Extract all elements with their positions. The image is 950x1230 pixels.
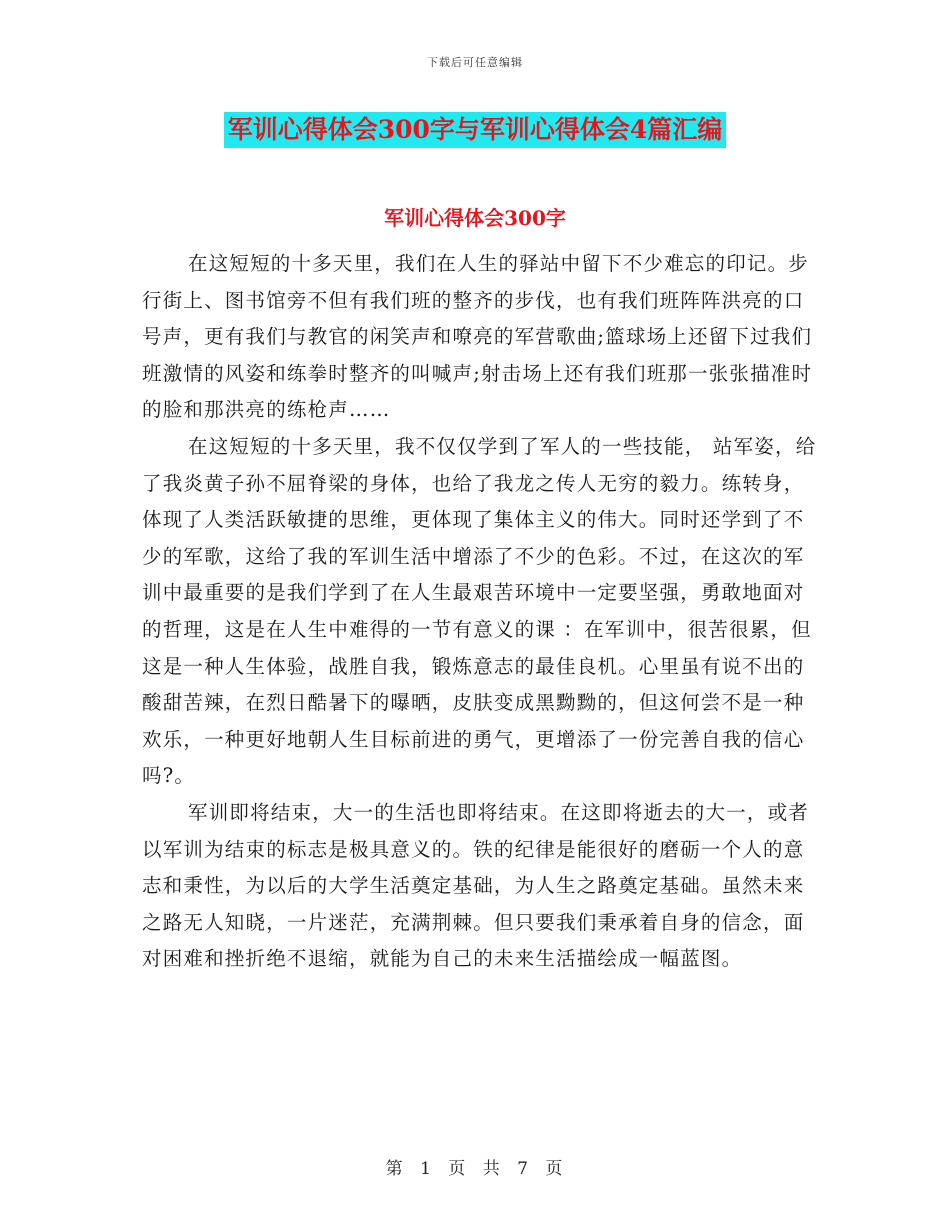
footer-label-page-unit: 页 bbox=[448, 1159, 468, 1179]
paragraph: 在这短短的十多天里，我不仅仅学到了军人的一些技能， 站军姿，给了我炎黄子孙不屈脊梁的身体，也给了我龙之传人无穷的毅力。练转身，体现了人类活跃敏捷的思维，更体现了集体主义的伟大。同时还学到了不少的军歌，这给了我的军训生活中增添了不少的色彩。不过，在这次的军训中最重要的是我们学到了在人生最艰苦环境中一定要坚强，勇敢地面对的哲理，这是在人生中难得的一节有意义的课 ：在军训中，很苦很累，但这是一种人生体验，战胜自我，锻炼意志的最佳良机。心里虽有说不出的酸甜苦辣，在烈日酷暑下的曝晒，皮肤变成黑黝黝的，但这何尝不是一种欢乐，一种更好地朝人生目标前进的勇气，更增添了一份完善自我的信心吗?。 bbox=[142, 434, 817, 788]
total-page-count: 7 bbox=[517, 1159, 530, 1179]
section-title: 军训心得体会300字 bbox=[384, 206, 566, 230]
footer-label-total: 共 bbox=[482, 1159, 502, 1179]
paragraph: 军训即将结束，大一的生活也即将结束。在这即将逝去的大一，或者以军训为结束的标志是极具意义的。铁的纪律是能很好的磨砺一个人的意志和秉性，为以后的大学生活奠定基础，为人生之路奠定基础。虽然未来之路无人知晓，一片迷茫，充满荆棘。但只要我们秉承着自身的信念，面对困难和挫折绝不退缩，就能为自己的未来生活描绘成一幅蓝图。 bbox=[142, 800, 810, 971]
footer-label-page: 第 bbox=[385, 1159, 405, 1179]
document-title-container bbox=[0, 112, 950, 148]
paragraph: 在这短短的十多天里，我们在人生的驿站中留下不少难忘的印记。步行街上、图书馆旁不但有我们班的整齐的步伐，也有我们班阵阵洪亮的口号声，更有我们与教官的闲笑声和嘹亮的军营歌曲;篮球场上还留下过我们班激情的风姿和练拳时整齐的叫喊声;射击场上还有我们班那一张张描准时的脸和那洪亮的练枪声…… bbox=[142, 252, 813, 422]
header-note: 下载后可任意编辑 bbox=[427, 56, 523, 69]
current-page-number: 1 bbox=[420, 1159, 433, 1179]
body-text bbox=[142, 246, 822, 978]
page-footer bbox=[0, 1154, 950, 1179]
footer-label-total-unit: 页 bbox=[545, 1159, 565, 1179]
document-title: 军训心得体会300字与军训心得体会4篇汇编 bbox=[224, 112, 727, 148]
